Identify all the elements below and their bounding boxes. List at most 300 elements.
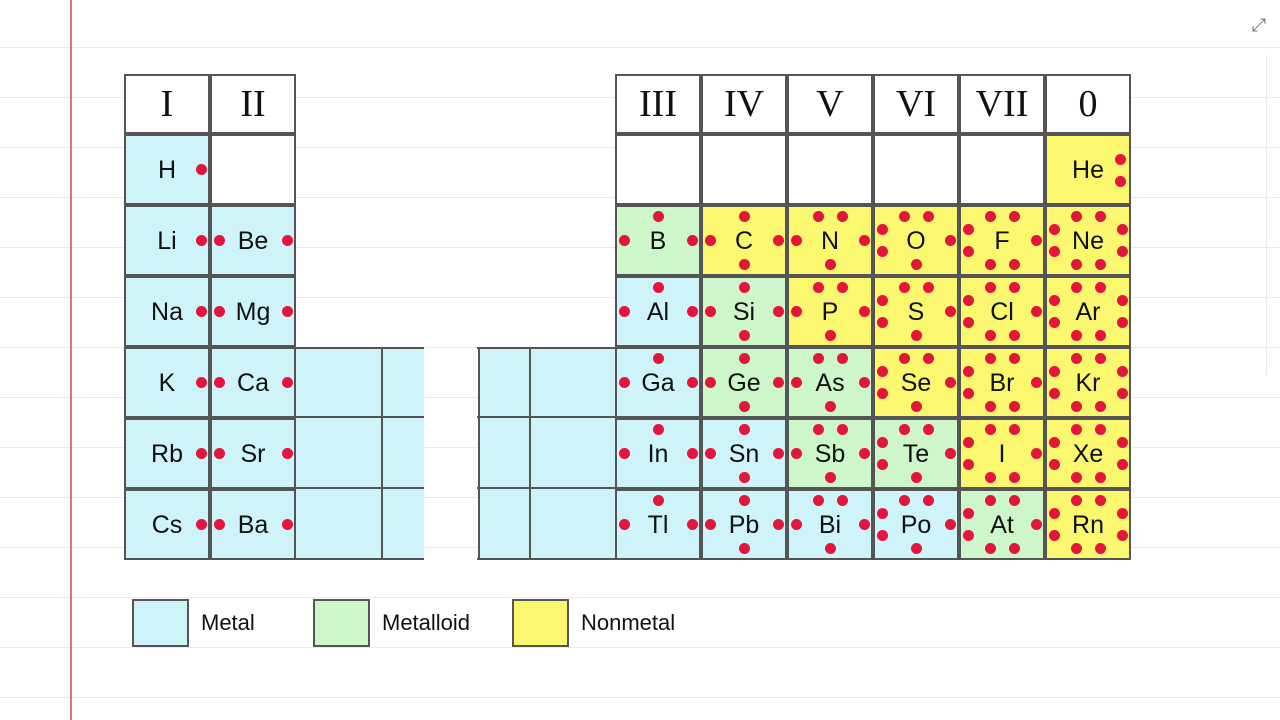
element-cell-al xyxy=(615,276,701,347)
valence-electron-dot xyxy=(813,282,824,293)
valence-electron-dot xyxy=(963,437,974,448)
valence-electron-dot xyxy=(911,401,922,412)
element-cell-mg xyxy=(210,276,296,347)
valence-electron-dot xyxy=(985,353,996,364)
element-symbol: Sr xyxy=(240,439,266,468)
valence-electron-dot xyxy=(1117,224,1128,235)
valence-electron-dot xyxy=(653,353,664,364)
valence-electron-dot xyxy=(705,235,716,246)
valence-electron-dot xyxy=(1117,317,1128,328)
valence-electron-dot xyxy=(963,459,974,470)
valence-electron-dot xyxy=(214,306,225,317)
valence-electron-dot xyxy=(877,437,888,448)
valence-electron-dot xyxy=(877,459,888,470)
valence-electron-dot xyxy=(196,164,207,175)
element-cell-xe xyxy=(1045,418,1131,489)
element-cell-pb xyxy=(701,489,787,560)
legend-metalloid-swatch xyxy=(313,599,370,647)
valence-electron-dot xyxy=(945,306,956,317)
element-cell-ca xyxy=(210,347,296,418)
valence-electron-dot xyxy=(963,366,974,377)
element-cell-rn xyxy=(1045,489,1131,560)
valence-electron-dot xyxy=(1009,259,1020,270)
element-symbol: Ge xyxy=(727,368,761,397)
valence-electron-dot xyxy=(985,211,996,222)
valence-electron-dot xyxy=(1115,176,1126,187)
valence-electron-dot xyxy=(911,543,922,554)
valence-electron-dot xyxy=(1009,495,1020,506)
legend-nonmetal-label: Nonmetal xyxy=(581,610,676,635)
group-header-8: 0 xyxy=(1045,74,1131,134)
valence-electron-dot xyxy=(985,424,996,435)
valence-electron-dot xyxy=(877,317,888,328)
valence-electron-dot xyxy=(196,519,207,530)
element-symbol: Kr xyxy=(1075,368,1101,397)
valence-electron-dot xyxy=(739,211,750,222)
element-symbol: Ga xyxy=(641,368,675,397)
valence-electron-dot xyxy=(923,495,934,506)
grid-line xyxy=(477,347,616,349)
legend-metalloid-label: Metalloid xyxy=(382,610,471,635)
valence-electron-dot xyxy=(1095,495,1106,506)
valence-electron-dot xyxy=(985,472,996,483)
valence-electron-dot xyxy=(1071,472,1082,483)
valence-electron-dot xyxy=(877,246,888,257)
valence-electron-dot xyxy=(1049,508,1060,519)
valence-electron-dot xyxy=(985,543,996,554)
valence-electron-dot xyxy=(1117,437,1128,448)
valence-electron-dot xyxy=(1049,246,1060,257)
element-cell-sn xyxy=(701,418,787,489)
valence-electron-dot xyxy=(825,259,836,270)
element-cell-p xyxy=(787,276,873,347)
element-cell-k xyxy=(124,347,210,418)
grid-line xyxy=(296,487,424,489)
group-header-7: VII xyxy=(959,74,1045,134)
group-header-6: VI xyxy=(873,74,959,134)
valence-electron-dot xyxy=(813,353,824,364)
valence-electron-dot xyxy=(1049,366,1060,377)
valence-electron-dot xyxy=(1049,317,1060,328)
element-symbol: F xyxy=(994,226,1010,255)
valence-electron-dot xyxy=(1049,224,1060,235)
element-symbol: In xyxy=(647,439,669,468)
valence-electron-dot xyxy=(705,306,716,317)
valence-electron-dot xyxy=(619,519,630,530)
valence-electron-dot xyxy=(773,448,784,459)
group-header-3: III xyxy=(615,74,701,134)
element-symbol: Tl xyxy=(647,510,669,539)
grid-line xyxy=(477,558,616,560)
valence-electron-dot xyxy=(1117,508,1128,519)
element-symbol: Po xyxy=(900,510,932,539)
element-symbol: Sn xyxy=(728,439,760,468)
element-symbol: Mg xyxy=(235,297,271,326)
grid-line xyxy=(381,347,383,560)
valence-electron-dot xyxy=(1071,353,1082,364)
valence-electron-dot xyxy=(963,246,974,257)
element-cell-be xyxy=(210,205,296,276)
valence-electron-dot xyxy=(196,235,207,246)
valence-electron-dot xyxy=(1031,377,1042,388)
valence-electron-dot xyxy=(1049,388,1060,399)
valence-electron-dot xyxy=(773,235,784,246)
valence-electron-dot xyxy=(899,353,910,364)
group-header-4: IV xyxy=(701,74,787,134)
legend-metal-label: Metal xyxy=(201,610,255,635)
element-cell-h xyxy=(124,134,210,205)
valence-electron-dot xyxy=(1049,459,1060,470)
valence-electron-dot xyxy=(923,282,934,293)
valence-electron-dot xyxy=(282,448,293,459)
transition-block-left xyxy=(296,347,424,560)
element-symbol: Cs xyxy=(151,510,183,539)
element-symbol: Ba xyxy=(237,510,269,539)
valence-electron-dot xyxy=(282,306,293,317)
element-cell-bi xyxy=(787,489,873,560)
valence-electron-dot xyxy=(1009,353,1020,364)
valence-electron-dot xyxy=(1009,543,1020,554)
element-cell-at xyxy=(959,489,1045,560)
element-cell-na xyxy=(124,276,210,347)
valence-electron-dot xyxy=(791,306,802,317)
valence-electron-dot xyxy=(1095,259,1106,270)
valence-electron-dot xyxy=(1031,306,1042,317)
valence-electron-dot xyxy=(1071,401,1082,412)
element-symbol: Ar xyxy=(1075,297,1101,326)
element-cell-si xyxy=(701,276,787,347)
element-symbol: Na xyxy=(151,297,183,326)
valence-electron-dot xyxy=(1095,401,1106,412)
valence-electron-dot xyxy=(1071,330,1082,341)
valence-electron-dot xyxy=(773,519,784,530)
valence-electron-dot xyxy=(653,282,664,293)
valence-electron-dot xyxy=(1031,235,1042,246)
valence-electron-dot xyxy=(945,519,956,530)
valence-electron-dot xyxy=(619,448,630,459)
valence-electron-dot xyxy=(1117,246,1128,257)
valence-electron-dot xyxy=(1095,472,1106,483)
valence-electron-dot xyxy=(739,282,750,293)
valence-electron-dot xyxy=(963,224,974,235)
valence-electron-dot xyxy=(1031,448,1042,459)
grid-line xyxy=(296,558,424,560)
element-symbol: P xyxy=(821,297,839,326)
valence-electron-dot xyxy=(825,330,836,341)
valence-electron-dot xyxy=(859,235,870,246)
valence-electron-dot xyxy=(282,519,293,530)
element-symbol: B xyxy=(649,226,667,255)
element-cell-kr xyxy=(1045,347,1131,418)
legend-nonmetal-swatch xyxy=(512,599,569,647)
element-cell-o xyxy=(873,205,959,276)
valence-electron-dot xyxy=(1049,295,1060,306)
element-cell-po xyxy=(873,489,959,560)
valence-electron-dot xyxy=(791,235,802,246)
valence-electron-dot xyxy=(791,377,802,388)
element-cell-i xyxy=(959,418,1045,489)
valence-electron-dot xyxy=(1009,401,1020,412)
valence-electron-dot xyxy=(945,235,956,246)
valence-electron-dot xyxy=(653,211,664,222)
valence-electron-dot xyxy=(196,377,207,388)
valence-electron-dot xyxy=(923,424,934,435)
valence-electron-dot xyxy=(899,495,910,506)
element-cell-cl xyxy=(959,276,1045,347)
valence-electron-dot xyxy=(687,306,698,317)
valence-electron-dot xyxy=(705,448,716,459)
element-symbol: At xyxy=(990,510,1014,539)
valence-electron-dot xyxy=(282,235,293,246)
valence-electron-dot xyxy=(1095,282,1106,293)
valence-electron-dot xyxy=(899,282,910,293)
element-cell-te xyxy=(873,418,959,489)
element-cell-ne xyxy=(1045,205,1131,276)
element-symbol: O xyxy=(906,226,926,255)
valence-electron-dot xyxy=(1115,154,1126,165)
element-symbol: Si xyxy=(732,297,756,326)
valence-electron-dot xyxy=(837,211,848,222)
element-cell-in xyxy=(615,418,701,489)
valence-electron-dot xyxy=(877,366,888,377)
valence-electron-dot xyxy=(963,388,974,399)
legend-metal-swatch xyxy=(132,599,189,647)
empty-cell xyxy=(787,134,873,205)
valence-electron-dot xyxy=(859,519,870,530)
grid-line xyxy=(296,347,424,349)
element-cell-b xyxy=(615,205,701,276)
valence-electron-dot xyxy=(1071,259,1082,270)
valence-electron-dot xyxy=(1009,211,1020,222)
element-symbol: Br xyxy=(989,368,1015,397)
valence-electron-dot xyxy=(1117,295,1128,306)
valence-electron-dot xyxy=(1071,211,1082,222)
valence-electron-dot xyxy=(739,330,750,341)
valence-electron-dot xyxy=(1009,282,1020,293)
valence-electron-dot xyxy=(963,530,974,541)
valence-electron-dot xyxy=(877,295,888,306)
element-symbol: He xyxy=(1072,155,1104,184)
valence-electron-dot xyxy=(1009,472,1020,483)
element-cell-as xyxy=(787,347,873,418)
valence-electron-dot xyxy=(813,495,824,506)
element-cell-cs xyxy=(124,489,210,560)
valence-electron-dot xyxy=(1071,495,1082,506)
element-cell-tl xyxy=(615,489,701,560)
valence-electron-dot xyxy=(214,377,225,388)
empty-cell xyxy=(873,134,959,205)
valence-electron-dot xyxy=(877,224,888,235)
transition-block-right xyxy=(479,347,616,560)
valence-electron-dot xyxy=(963,317,974,328)
element-symbol: Li xyxy=(157,226,177,255)
valence-electron-dot xyxy=(739,353,750,364)
element-cell-s xyxy=(873,276,959,347)
valence-electron-dot xyxy=(619,306,630,317)
element-symbol: Te xyxy=(902,439,930,468)
valence-electron-dot xyxy=(739,495,750,506)
valence-electron-dot xyxy=(985,495,996,506)
element-symbol: H xyxy=(157,155,177,184)
grid-line xyxy=(477,416,616,418)
valence-electron-dot xyxy=(705,519,716,530)
valence-electron-dot xyxy=(653,424,664,435)
element-cell-li xyxy=(124,205,210,276)
grid-line xyxy=(529,347,531,560)
valence-electron-dot xyxy=(837,495,848,506)
valence-electron-dot xyxy=(739,543,750,554)
valence-electron-dot xyxy=(687,235,698,246)
valence-electron-dot xyxy=(1117,530,1128,541)
element-cell-ar xyxy=(1045,276,1131,347)
grid-line xyxy=(296,416,424,418)
valence-electron-dot xyxy=(911,259,922,270)
valence-electron-dot xyxy=(923,353,934,364)
valence-electron-dot xyxy=(859,377,870,388)
valence-electron-dot xyxy=(945,448,956,459)
element-cell-f xyxy=(959,205,1045,276)
element-symbol: Ne xyxy=(1072,226,1104,255)
element-symbol: Ca xyxy=(237,368,269,397)
valence-electron-dot xyxy=(985,401,996,412)
valence-electron-dot xyxy=(1031,519,1042,530)
element-cell-c xyxy=(701,205,787,276)
valence-electron-dot xyxy=(837,282,848,293)
element-cell-se xyxy=(873,347,959,418)
element-cell-ba xyxy=(210,489,296,560)
valence-electron-dot xyxy=(963,508,974,519)
valence-electron-dot xyxy=(773,377,784,388)
grid-line xyxy=(477,487,616,489)
group-header-1: I xyxy=(124,74,210,134)
element-cell-br xyxy=(959,347,1045,418)
valence-electron-dot xyxy=(196,306,207,317)
expand-icon[interactable]: ⤢ xyxy=(1251,15,1267,35)
element-cell-ga xyxy=(615,347,701,418)
element-cell-rb xyxy=(124,418,210,489)
valence-electron-dot xyxy=(877,530,888,541)
valence-electron-dot xyxy=(739,401,750,412)
valence-electron-dot xyxy=(813,424,824,435)
valence-electron-dot xyxy=(825,401,836,412)
valence-electron-dot xyxy=(877,508,888,519)
empty-cell xyxy=(615,134,701,205)
element-symbol: S xyxy=(907,297,925,326)
valence-electron-dot xyxy=(1095,330,1106,341)
valence-electron-dot xyxy=(1095,353,1106,364)
element-symbol: I xyxy=(998,439,1006,468)
valence-electron-dot xyxy=(687,377,698,388)
valence-electron-dot xyxy=(1071,543,1082,554)
valence-electron-dot xyxy=(214,235,225,246)
valence-electron-dot xyxy=(837,353,848,364)
valence-electron-dot xyxy=(773,306,784,317)
element-cell-ge xyxy=(701,347,787,418)
valence-electron-dot xyxy=(739,472,750,483)
valence-electron-dot xyxy=(1095,424,1106,435)
valence-electron-dot xyxy=(859,306,870,317)
element-symbol: Rb xyxy=(151,439,183,468)
valence-electron-dot xyxy=(985,259,996,270)
element-symbol: As xyxy=(815,368,845,397)
valence-electron-dot xyxy=(739,424,750,435)
valence-electron-dot xyxy=(1049,437,1060,448)
valence-electron-dot xyxy=(1009,330,1020,341)
empty-cell xyxy=(959,134,1045,205)
element-symbol: Bi xyxy=(818,510,842,539)
element-symbol: K xyxy=(158,368,176,397)
valence-electron-dot xyxy=(1117,459,1128,470)
valence-electron-dot xyxy=(1095,211,1106,222)
element-symbol: C xyxy=(734,226,754,255)
element-symbol: Xe xyxy=(1072,439,1104,468)
valence-electron-dot xyxy=(985,282,996,293)
valence-electron-dot xyxy=(899,424,910,435)
valence-electron-dot xyxy=(687,448,698,459)
valence-electron-dot xyxy=(813,211,824,222)
valence-electron-dot xyxy=(739,259,750,270)
element-cell-sb xyxy=(787,418,873,489)
valence-electron-dot xyxy=(825,472,836,483)
valence-electron-dot xyxy=(214,519,225,530)
valence-electron-dot xyxy=(911,472,922,483)
empty-cell xyxy=(701,134,787,205)
element-symbol: Be xyxy=(237,226,269,255)
valence-electron-dot xyxy=(687,519,698,530)
valence-electron-dot xyxy=(1117,388,1128,399)
valence-electron-dot xyxy=(1095,543,1106,554)
valence-electron-dot xyxy=(985,330,996,341)
element-symbol: Pb xyxy=(728,510,760,539)
element-cell-n xyxy=(787,205,873,276)
valence-electron-dot xyxy=(837,424,848,435)
valence-electron-dot xyxy=(619,377,630,388)
valence-electron-dot xyxy=(196,448,207,459)
grid-line xyxy=(478,347,480,560)
valence-electron-dot xyxy=(1071,282,1082,293)
valence-electron-dot xyxy=(653,495,664,506)
valence-electron-dot xyxy=(791,448,802,459)
valence-electron-dot xyxy=(963,295,974,306)
valence-electron-dot xyxy=(859,448,870,459)
valence-electron-dot xyxy=(899,211,910,222)
element-symbol: Al xyxy=(646,297,670,326)
valence-electron-dot xyxy=(791,519,802,530)
valence-electron-dot xyxy=(825,543,836,554)
element-cell-sr xyxy=(210,418,296,489)
valence-electron-dot xyxy=(1049,530,1060,541)
empty-cell xyxy=(210,134,296,205)
valence-electron-dot xyxy=(282,377,293,388)
group-header-2: II xyxy=(210,74,296,134)
element-symbol: Sb xyxy=(814,439,846,468)
valence-electron-dot xyxy=(911,330,922,341)
element-symbol: Rn xyxy=(1072,510,1104,539)
valence-electron-dot xyxy=(619,235,630,246)
valence-electron-dot xyxy=(1117,366,1128,377)
element-cell-he xyxy=(1045,134,1131,205)
valence-electron-dot xyxy=(923,211,934,222)
notebook-margin-line xyxy=(70,0,72,720)
valence-electron-dot xyxy=(214,448,225,459)
element-symbol: Se xyxy=(900,368,932,397)
valence-electron-dot xyxy=(877,388,888,399)
valence-electron-dot xyxy=(1009,424,1020,435)
valence-electron-dot xyxy=(705,377,716,388)
element-symbol: N xyxy=(820,226,840,255)
valence-electron-dot xyxy=(1071,424,1082,435)
scroll-track[interactable] xyxy=(1266,55,1280,375)
